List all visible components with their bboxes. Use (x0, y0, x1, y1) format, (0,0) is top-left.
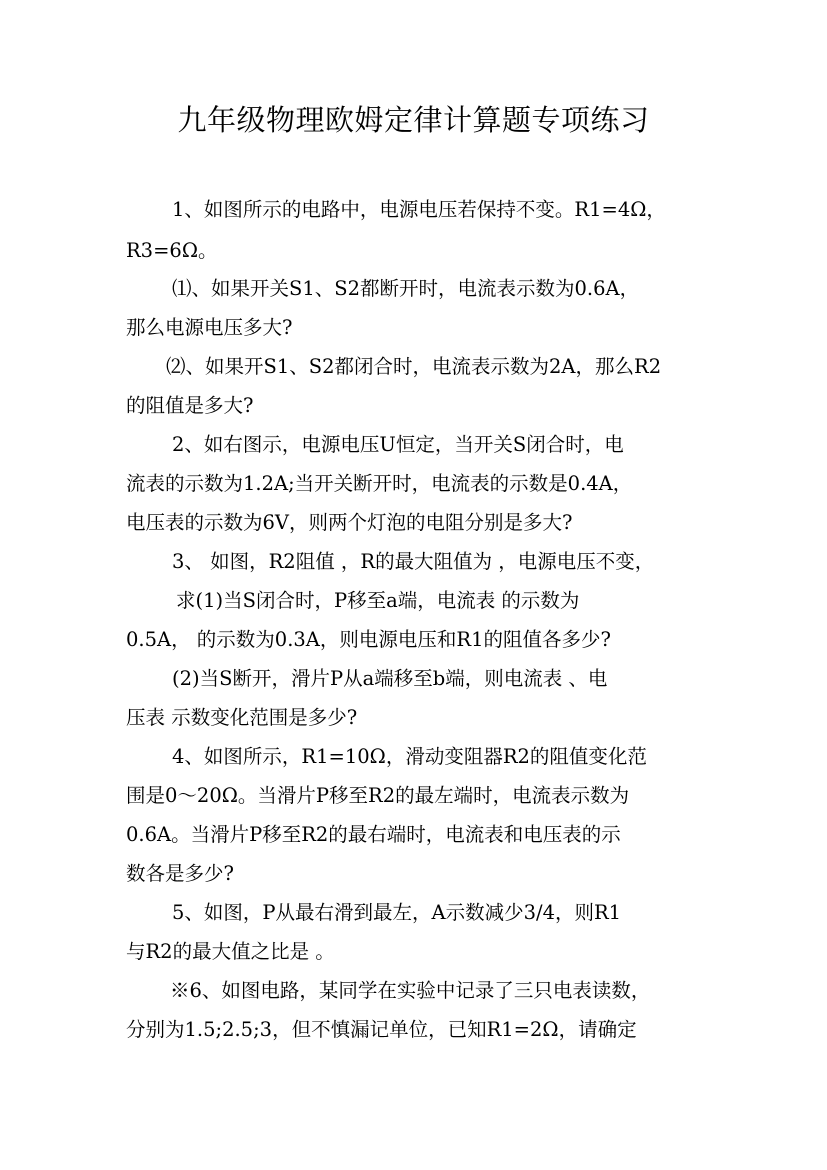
q2-line-2: 流表的示数为1.2A;当开关断开时，电流表的示数是0.4A， (126, 472, 633, 495)
q3-line-1: 3、 如图，R2阻值 ，R的最大阻值为 ，电源电压不变， (172, 550, 655, 573)
q1-line-2: R3=6Ω。 (126, 239, 218, 262)
q4-line-1: 4、如图所示，R1=10Ω，滑动变阻器R2的阻值变化范 (172, 745, 647, 768)
q1-line-1: 1、如图所示的电路中，电源电压若保持不变。R1=4Ω， (172, 198, 666, 221)
document-title: 九年级物理欧姆定律计算题专项练习 (177, 103, 650, 137)
q4-line-2: 围是0～20Ω。当滑片P移至R2的最左端时，电流表示数为 (126, 784, 630, 807)
q1-part2-line-2: 的阻值是多大? (126, 394, 254, 417)
q3-part2-line-2: 压表 示数变化范围是多少? (126, 706, 358, 729)
q5-line-1: 5、如图，P从最右滑到最左，A示数减少3/4，则R1 (172, 901, 622, 924)
q5-line-2: 与R2的最大值之比是 。 (126, 940, 335, 963)
q2-line-3: 电压表的示数为6V，则两个灯泡的电阻分别是多大? (126, 511, 573, 534)
q3-line-3: 0.5A， 的示数为0.3A，则电源电压和R1的阻值各多少? (126, 628, 611, 651)
q4-line-3: 0.6A。当滑片P移至R2的最右端时，电流表和电压表的示 (126, 823, 621, 846)
q3-line-2: 求(1)当S闭合时，P移至a端，电流表 的示数为 (176, 589, 580, 612)
q6-line-2: 分别为1.5;2.5;3，但不慎漏记单位，已知R1=2Ω，请确定 (126, 1018, 637, 1041)
q4-line-4: 数各是多少? (126, 862, 234, 885)
q1-part1-line-2: 那么电源电压多大? (126, 316, 293, 339)
q1-part2-line-1: ⑵、如果开S1、S2都闭合时，电流表示数为2A，那么R2 (166, 355, 662, 378)
q2-line-1: 2、如右图示，电源电压U恒定，当开关S闭合时，电 (172, 433, 624, 456)
q6-line-1: ※6、如图电路，某同学在实验中记录了三只电表读数， (170, 979, 651, 1002)
q3-part2-line-1: (2)当S断开，滑片P从a端移至b端，则电流表 、电 (172, 667, 608, 690)
q1-part1-line-1: ⑴、如果开关S1、S2都断开时，电流表示数为0.6A， (172, 277, 640, 300)
